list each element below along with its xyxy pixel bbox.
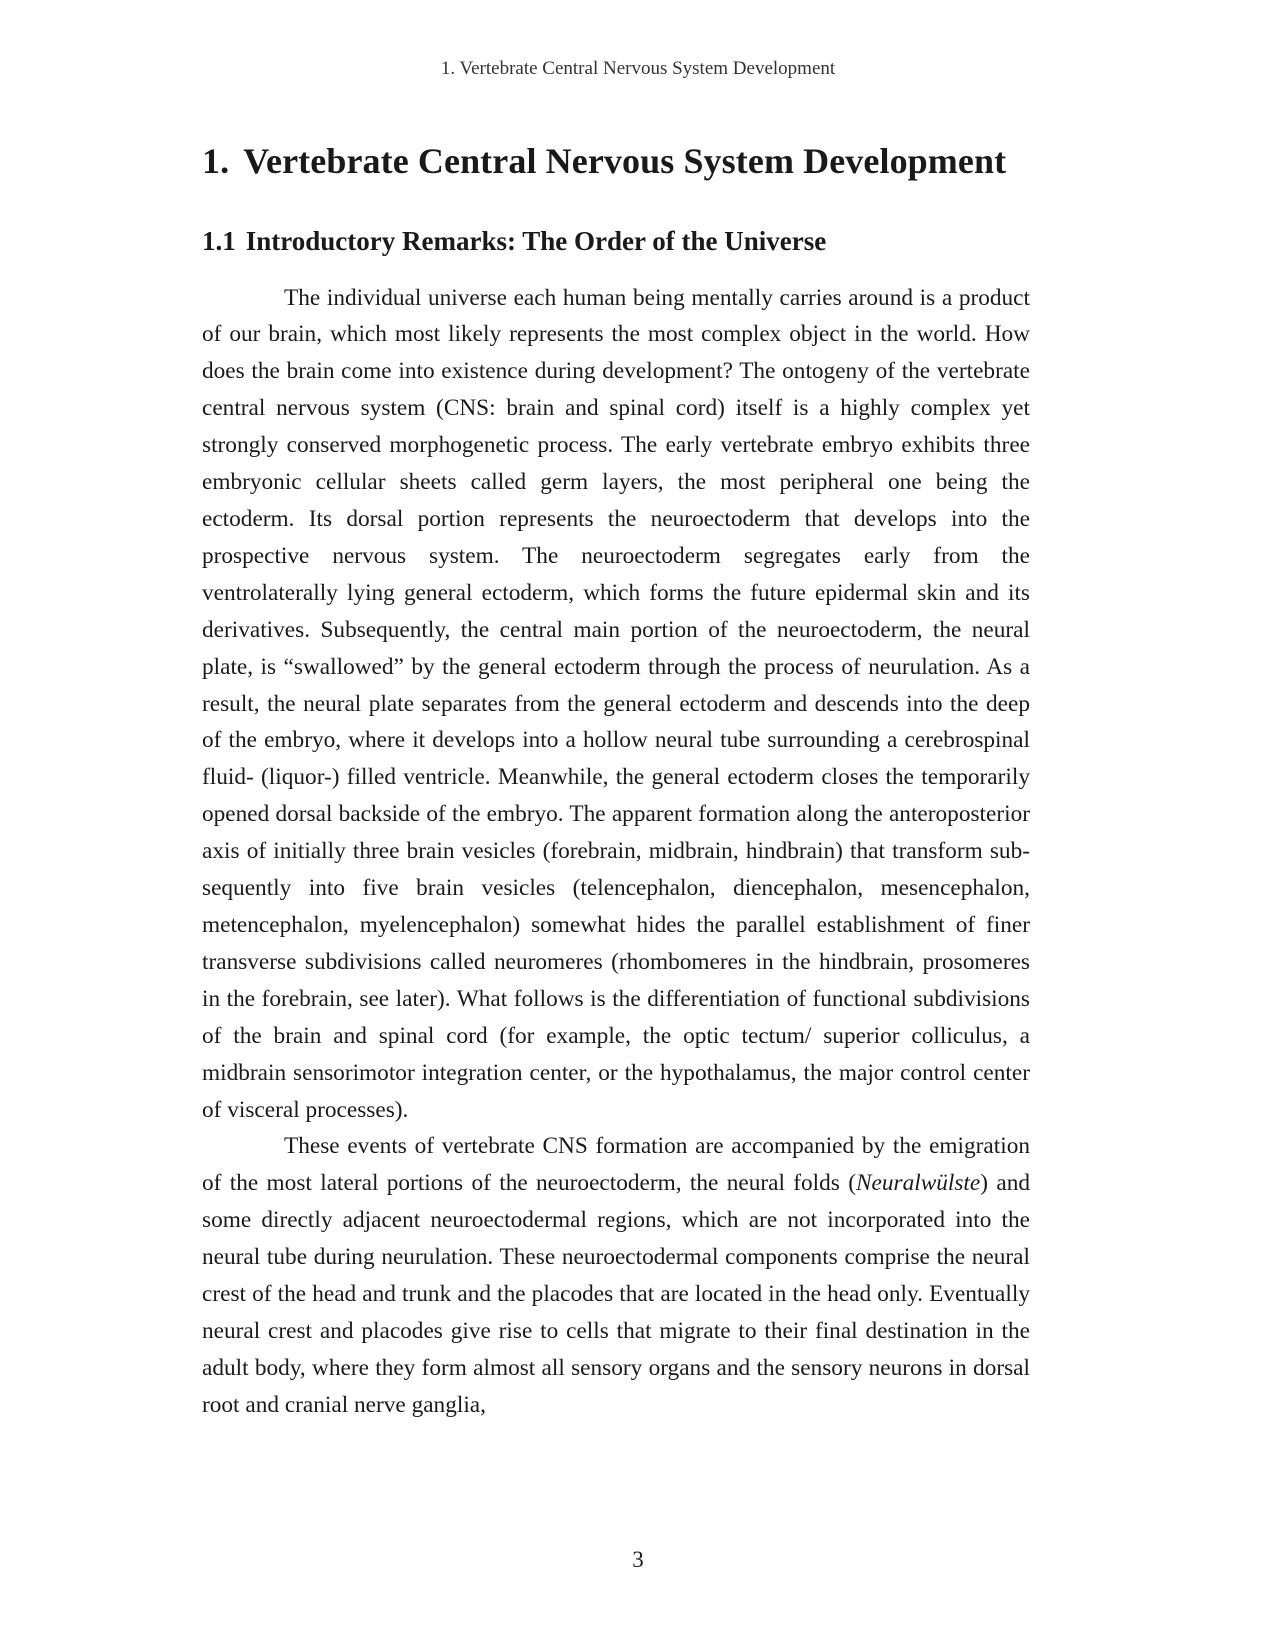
chapter-title-text: Vertebrate Central Nervous System Development [243, 141, 1007, 181]
paragraph-text: These events of vertebrate CNS formation are accompanied by the emigration of the most lateral portions of the neuroectoderm, the neural folds ( [202, 1133, 1030, 1197]
paragraph-text: ) and some directly adjacent neuroectodermal regions, which are not incorporated into the neural tube during neurulation. These neuroectodermal components comprise the neural crest of the head and trunk and the placodes that are located in the head only. Eventually neural crest and placodes give rise to cells that migrate to their final destination in the adult body, where they form almost all sensory organs and the sensory neurons in dorsal root and cranial nerve ganglia, [202, 1170, 1030, 1418]
paragraph [202, 1128, 1030, 1423]
chapter-title [202, 140, 1030, 183]
section-number: 1.1 [202, 226, 236, 257]
section-title [202, 225, 1030, 257]
paragraph: The individual universe each human being mentally carries around is a product of our brain, which most likely represents the most complex object in the world. How does the brain come into existence during development? The ontogeny of the vertebrate central nervous system (CNS: brain and spinal cord) itself is a highly complex yet strongly conserved morphogenetic process. The early vertebrate embryo exhibits three embryonic cellular sheets called germ layers, the most peripheral one being the ectoderm. Its dorsal portion represents the neuroectoderm that develops into the prospective nervous system. The neuroectoderm segregates early from the ventrolaterally lying general ectoderm, which forms the future epidermal skin and its derivatives. Subsequently, the central main portion of the neuroectoderm, the neural plate, is “swallowed” by the general ectoderm through the process of neurulation. As a result, the neural plate separates from the general ectoderm and descends into the deep of the embryo, where it develops into a hollow neural tube surrounding a cerebrospinal fluid- (liquor-) filled ventricle. Meanwhile, the general ectoderm closes the temporarily opened dorsal backside of the embryo. The apparent formation along the anteroposterior axis of initially three brain vesicles (forebrain, midbrain, hindbrain) that transform subsequently into five brain vesicles (telencephalon, diencephalon, mesencephalon, metencephalon, myelencephalon) somewhat hides the parallel establishment of finer transverse subdivisions called neuromeres (rhombomeres in the hindbrain, prosomeres in the forebrain, see later). What follows is the differentiation of functional subdivisions of the brain and spinal cord (for example, the optic tectum/ superior colliculus, a midbrain sensorimotor integration center, or the hypothalamus, the major control center of visceral processes). [202, 284, 1030, 1123]
italic-term: Neuralwülste [855, 1170, 981, 1197]
section-title-text: Introductory Remarks: The Order of the Universe [245, 226, 827, 257]
chapter-number: 1. [202, 141, 230, 181]
running-header: 1. Vertebrate Central Nervous System Development [440, 58, 836, 79]
page-content [202, 140, 1030, 1424]
body-text [202, 280, 1030, 1424]
page-number: 3 [632, 1547, 644, 1572]
